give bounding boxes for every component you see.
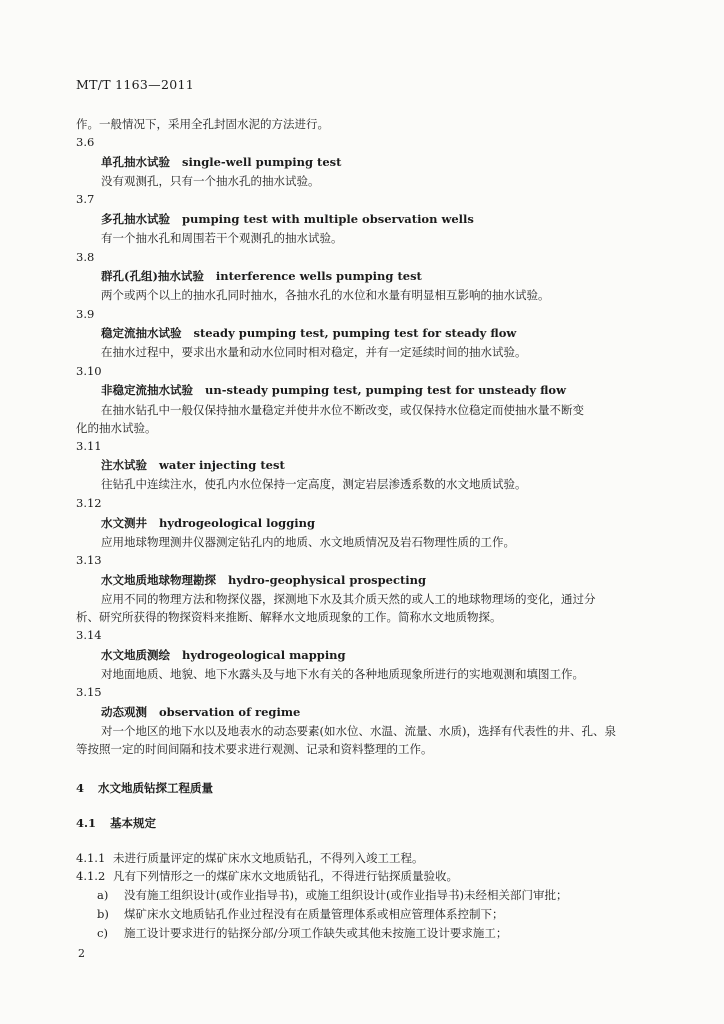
def-number: 3.6 bbox=[76, 135, 95, 149]
page-number: 2 bbox=[78, 947, 85, 960]
standard-code: MT/T 1163—2011 bbox=[76, 77, 194, 92]
list-item bbox=[97, 926, 507, 940]
clause-text: 未进行质量评定的煤矿床水文地质钻孔，不得列入竣工工程。 bbox=[113, 851, 424, 865]
list-item-label: b) bbox=[97, 907, 109, 921]
def-number: 3.15 bbox=[76, 685, 102, 699]
list-item-text: 施工设计要求进行的钻探分部/分项工作缺失或其他未按施工设计要求施工； bbox=[124, 926, 508, 940]
def-term-zh: 水文测井 bbox=[101, 516, 147, 530]
section-title: 水文地质钻探工程质量 bbox=[98, 781, 214, 795]
list-item-text: 没有施工组织设计(或作业指导书)，或施工组织设计(或作业指导书)未经相关部门审批； bbox=[124, 888, 568, 902]
def-term bbox=[101, 212, 474, 226]
def-term-zh: 水文地质测绘 bbox=[101, 648, 170, 662]
clause bbox=[76, 851, 424, 865]
def-number: 3.12 bbox=[76, 496, 102, 510]
def-term bbox=[101, 326, 516, 340]
def-text: 化的抽水试验。 bbox=[76, 421, 157, 435]
list-item-label: c) bbox=[97, 926, 108, 940]
def-term-en: un-steady pumping test, pumping test for unsteady flow bbox=[205, 383, 567, 397]
def-term bbox=[101, 269, 422, 283]
def-term-en: single-well pumping test bbox=[182, 155, 342, 169]
clause-number: 4.1.2 bbox=[76, 869, 106, 883]
def-term-zh: 动态观测 bbox=[101, 705, 147, 719]
def-text: 对地面地质、地貌、地下水露头及与地下水有关的各种地质现象所进行的实地观测和填图工作。 bbox=[101, 667, 584, 681]
clause-text: 凡有下列情形之一的煤矿床水文地质钻孔，不得进行钻探质量验收。 bbox=[113, 869, 458, 883]
def-number: 3.10 bbox=[76, 364, 102, 378]
def-term-en: interference wells pumping test bbox=[215, 269, 422, 283]
clause bbox=[76, 869, 458, 883]
def-term-zh: 群孔(孔组)抽水试验 bbox=[101, 269, 204, 283]
def-term-zh: 水文地质地球物理勘探 bbox=[101, 573, 216, 587]
def-text: 等按照一定的时间间隔和技术要求进行观测、记录和资料整理的工作。 bbox=[76, 742, 433, 756]
section-number: 4 bbox=[76, 781, 85, 795]
def-term-zh: 单孔抽水试验 bbox=[101, 155, 170, 169]
def-term bbox=[101, 516, 315, 530]
def-term bbox=[101, 573, 426, 587]
def-text: 在抽水过程中，要求出水量和动水位同时相对稳定，并有一定延续时间的抽水试验。 bbox=[101, 345, 527, 359]
def-text: 在抽水钻孔中一般仅保持抽水量稳定并使井水位不断改变，或仅保持水位稳定而使抽水量不断变 bbox=[101, 403, 584, 417]
def-term-zh: 多孔抽水试验 bbox=[101, 212, 170, 226]
clause-number: 4.1.1 bbox=[76, 851, 106, 865]
def-text: 有一个抽水孔和周围若干个观测孔的抽水试验。 bbox=[101, 231, 343, 245]
def-number: 3.7 bbox=[76, 192, 95, 206]
def-text: 析、研究所获得的物探资料来推断、解释水文地质现象的工作。简称水文地质物探。 bbox=[76, 610, 502, 624]
def-number: 3.14 bbox=[76, 628, 102, 642]
list-item-text: 煤矿床水文地质钻孔作业过程没有在质量管理体系或相应管理体系控制下； bbox=[124, 907, 504, 921]
subsection-title: 基本规定 bbox=[110, 816, 157, 830]
def-number: 3.11 bbox=[76, 439, 102, 453]
def-term-zh: 非稳定流抽水试验 bbox=[101, 383, 193, 397]
def-text: 两个或两个以上的抽水孔同时抽水，各抽水孔的水位和水量有明显相互影响的抽水试验。 bbox=[101, 288, 550, 302]
def-term-en: steady pumping test, pumping test for steady flow bbox=[193, 326, 517, 340]
list-item bbox=[97, 907, 504, 921]
def-term-en: water injecting test bbox=[159, 458, 285, 472]
def-term-zh: 注水试验 bbox=[101, 458, 147, 472]
def-number: 3.8 bbox=[76, 250, 95, 264]
def-term-en: hydrogeological mapping bbox=[182, 648, 346, 662]
def-number: 3.13 bbox=[76, 553, 102, 567]
intro-line: 作。一般情况下，采用全孔封固水泥的方法进行。 bbox=[76, 117, 329, 131]
def-term-en: pumping test with multiple observation wells bbox=[182, 212, 474, 226]
def-term bbox=[101, 383, 566, 397]
def-term bbox=[101, 648, 346, 662]
list-item bbox=[97, 888, 567, 902]
def-term bbox=[101, 458, 285, 472]
def-text: 应用地球物理测井仪器测定钻孔内的地质、水文地质情况及岩石物理性质的工作。 bbox=[101, 535, 515, 549]
subsection-number: 4.1 bbox=[76, 816, 97, 830]
def-term bbox=[101, 155, 341, 169]
def-text: 没有观测孔，只有一个抽水孔的抽水试验。 bbox=[101, 174, 320, 188]
def-term-en: hydro-geophysical prospecting bbox=[228, 573, 427, 587]
list-item-label: a) bbox=[97, 888, 109, 902]
def-term-en: hydrogeological logging bbox=[159, 516, 316, 530]
def-term-zh: 稳定流抽水试验 bbox=[101, 326, 182, 340]
def-number: 3.9 bbox=[76, 307, 95, 321]
def-text: 往钻孔中连续注水，使孔内水位保持一定高度，测定岩层渗透系数的水文地质试验。 bbox=[101, 477, 527, 491]
def-term-en: observation of regime bbox=[159, 705, 301, 719]
def-text: 应用不同的物理方法和物探仪器，探测地下水及其介质天然的或人工的地球物理场的变化，通过分 bbox=[101, 592, 596, 606]
section-heading bbox=[76, 781, 213, 795]
subsection-heading bbox=[76, 816, 156, 830]
def-term bbox=[101, 705, 300, 719]
def-text: 对一个地区的地下水以及地表水的动态要素(如水位、水温、流量、水质)，选择有代表性的井、孔、泉 bbox=[101, 724, 616, 738]
